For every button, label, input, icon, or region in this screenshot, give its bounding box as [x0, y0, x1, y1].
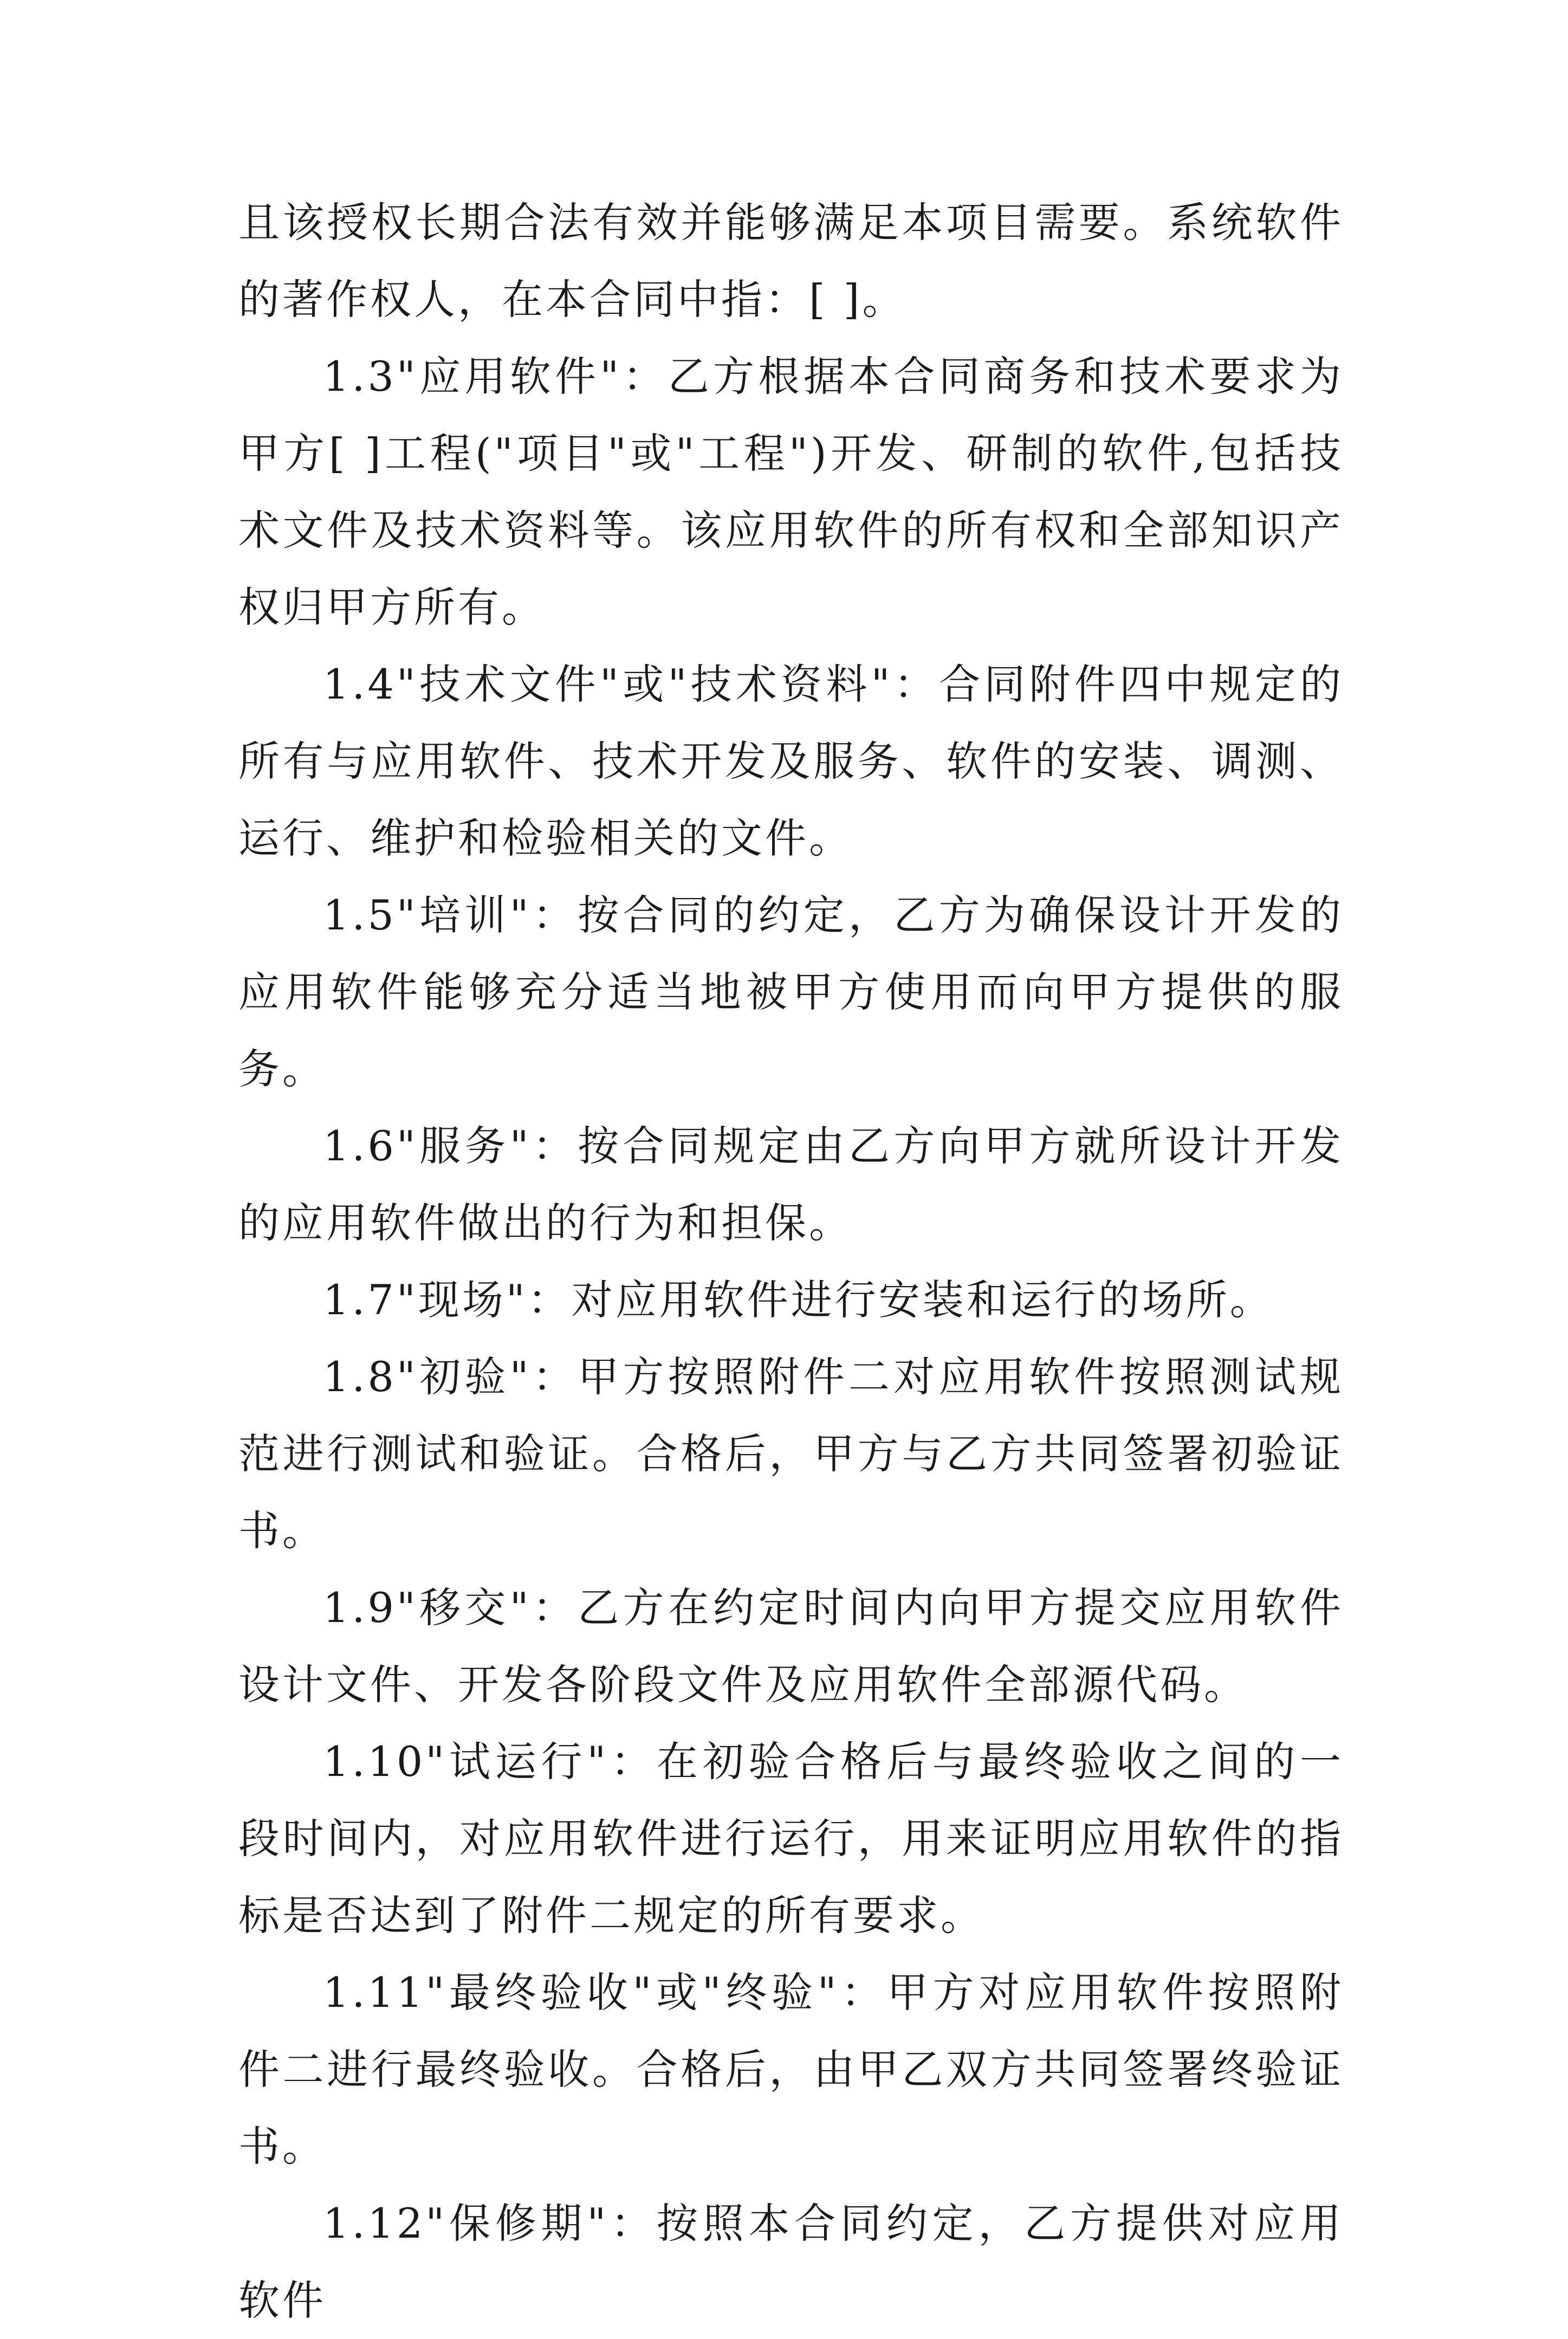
paragraph-intro: 且该授权长期合法有效并能够满足本项目需要。系统软件的著作权人，在本合同中指：[ ]。	[238, 198, 1344, 324]
paragraph-1-10-trial-run: 1.10"试运行"：在初验合格后与最终验收之间的一段时间内，对应用软件进行运行，用来证明应用软件的指标是否达到了附件二规定的所有要求。	[238, 1737, 1344, 1940]
document-body	[238, 184, 1344, 2339]
paragraph-1-6-services: 1.6"服务"：按合同规定由乙方向甲方就所设计开发的应用软件做出的行为和担保。	[238, 1122, 1344, 1247]
paragraph-1-12-warranty-period: 1.12"保修期"：按照本合同约定，乙方提供对应用软件	[238, 2199, 1344, 2324]
paragraph-1-3-application-software: 1.3"应用软件"：乙方根据本合同商务和技术要求为甲方[ ]工程("项目"或"工程")开发、研制的软件,包括技术文件及技术资料等。该应用软件的所有权和全部知识产权归甲方所有。	[238, 352, 1344, 631]
paragraph-1-7-site: 1.7"现场"：对应用软件进行安装和运行的场所。	[323, 1276, 1274, 1324]
paragraph-1-4-technical-documents: 1.4"技术文件"或"技术资料"：合同附件四中规定的所有与应用软件、技术开发及服务、软件的安装、调测、运行、维护和检验相关的文件。	[238, 660, 1344, 862]
paragraph-1-9-handover: 1.9"移交"：乙方在约定时间内向甲方提交应用软件设计文件、开发各阶段文件及应用软件全部源代码。	[238, 1584, 1344, 1709]
paragraph-1-8-preliminary-acceptance: 1.8"初验"：甲方按照附件二对应用软件按照测试规范进行测试和验证。合格后，甲方与乙方共同签署初验证书。	[238, 1353, 1344, 1555]
paragraph-1-11-final-acceptance: 1.11"最终验收"或"终验"：甲方对应用软件按照附件二进行最终验收。合格后，由甲乙双方共同签署终验证书。	[238, 1968, 1344, 2170]
paragraph-1-5-training: 1.5"培训"：按合同的约定，乙方为确保设计开发的应用软件能够充分适当地被甲方使用而向甲方提供的服务。	[238, 891, 1344, 1093]
